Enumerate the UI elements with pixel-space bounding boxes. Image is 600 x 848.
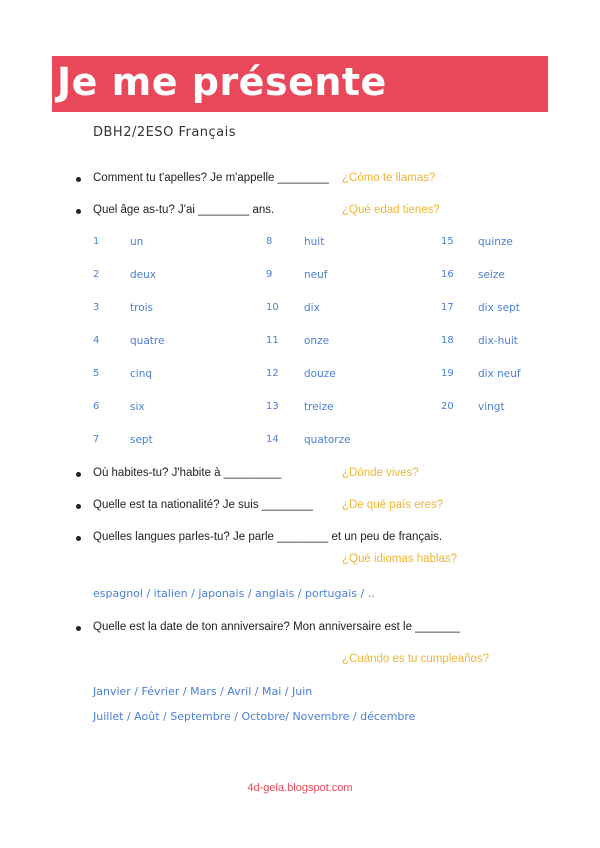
bullet xyxy=(76,177,81,182)
question-text: Où habites-tu? J'habite à _________ xyxy=(93,467,282,479)
number-digit: 5 xyxy=(93,368,100,379)
number-word: quinze xyxy=(478,236,513,248)
title-banner xyxy=(52,56,548,112)
question-translation: ¿Cómo te llamas? xyxy=(342,172,436,184)
number-word: seize xyxy=(478,269,505,281)
question-text: Quelle est la date de ton anniversaire? Mon anniversaire est le _______ xyxy=(93,621,460,633)
number-word: treize xyxy=(304,401,334,413)
question-translation: ¿Cuándo es tu cumpleaños? xyxy=(342,653,490,665)
number-word: cinq xyxy=(130,368,153,380)
number-digit: 2 xyxy=(93,269,100,280)
page-subtitle: DBH2/2ESO Français xyxy=(93,125,237,140)
question-text: Quelle est ta nationalité? Je suis ________ xyxy=(93,499,313,511)
number-digit: 8 xyxy=(266,236,273,247)
months-list-2: Juillet / Août / Septembre / Octobre/ Novembre / décembre xyxy=(93,710,416,723)
bullet xyxy=(76,472,81,477)
number-word: dix sept xyxy=(478,302,520,314)
number-word: sept xyxy=(130,434,153,446)
number-word: six xyxy=(130,401,145,413)
number-word: quatorze xyxy=(304,434,351,446)
footer-url: 4d-gela.blogspot.com xyxy=(247,782,353,794)
number-word: douze xyxy=(304,368,336,380)
question-translation: ¿Qué edad tienes? xyxy=(342,204,440,216)
number-digit: 7 xyxy=(93,434,100,445)
number-digit: 1 xyxy=(93,236,100,247)
languages-list: espagnol / italien / japonais / anglais / portugais / .. xyxy=(93,587,375,600)
number-digit: 6 xyxy=(93,401,100,412)
number-word: huit xyxy=(304,236,325,248)
bullet xyxy=(76,209,81,214)
question-text: Comment tu t'apelles? Je m'appelle ________ xyxy=(93,172,329,184)
number-digit: 18 xyxy=(441,335,454,346)
question-translation: ¿De qué país eres? xyxy=(342,499,444,511)
number-word: dix neuf xyxy=(478,368,521,380)
page-title: Je me présente xyxy=(57,60,387,104)
number-digit: 15 xyxy=(441,236,454,247)
number-digit: 3 xyxy=(93,302,100,313)
bullet xyxy=(76,504,81,509)
number-digit: 10 xyxy=(266,302,279,313)
question-translation: ¿Dónde vives? xyxy=(342,467,419,479)
number-digit: 12 xyxy=(266,368,279,379)
number-word: quatre xyxy=(130,335,165,347)
number-word: dix xyxy=(304,302,320,314)
months-list-1: Janvier / Février / Mars / Avril / Mai / Juin xyxy=(93,685,313,698)
bullet xyxy=(76,626,81,631)
number-digit: 9 xyxy=(266,269,273,280)
number-digit: 11 xyxy=(266,335,279,346)
number-word: trois xyxy=(130,302,154,314)
question-translation: ¿Qué idiomas hablas? xyxy=(342,553,458,565)
question-text: Quel âge as-tu? J'ai ________ ans. xyxy=(93,204,275,216)
number-digit: 14 xyxy=(266,434,279,445)
number-digit: 4 xyxy=(93,335,100,346)
bullet xyxy=(76,536,81,541)
number-word: neuf xyxy=(304,269,328,281)
number-word: onze xyxy=(304,335,330,347)
number-digit: 13 xyxy=(266,401,279,412)
number-digit: 20 xyxy=(441,401,454,412)
question-text: Quelles langues parles-tu? Je parle ________ et un peu de français. xyxy=(93,531,443,543)
number-word: dix-huit xyxy=(478,335,518,347)
number-word: un xyxy=(130,236,144,248)
number-digit: 19 xyxy=(441,368,454,379)
number-word: deux xyxy=(130,269,156,281)
number-word: vingt xyxy=(478,401,505,413)
number-digit: 16 xyxy=(441,269,454,280)
number-digit: 17 xyxy=(441,302,454,313)
